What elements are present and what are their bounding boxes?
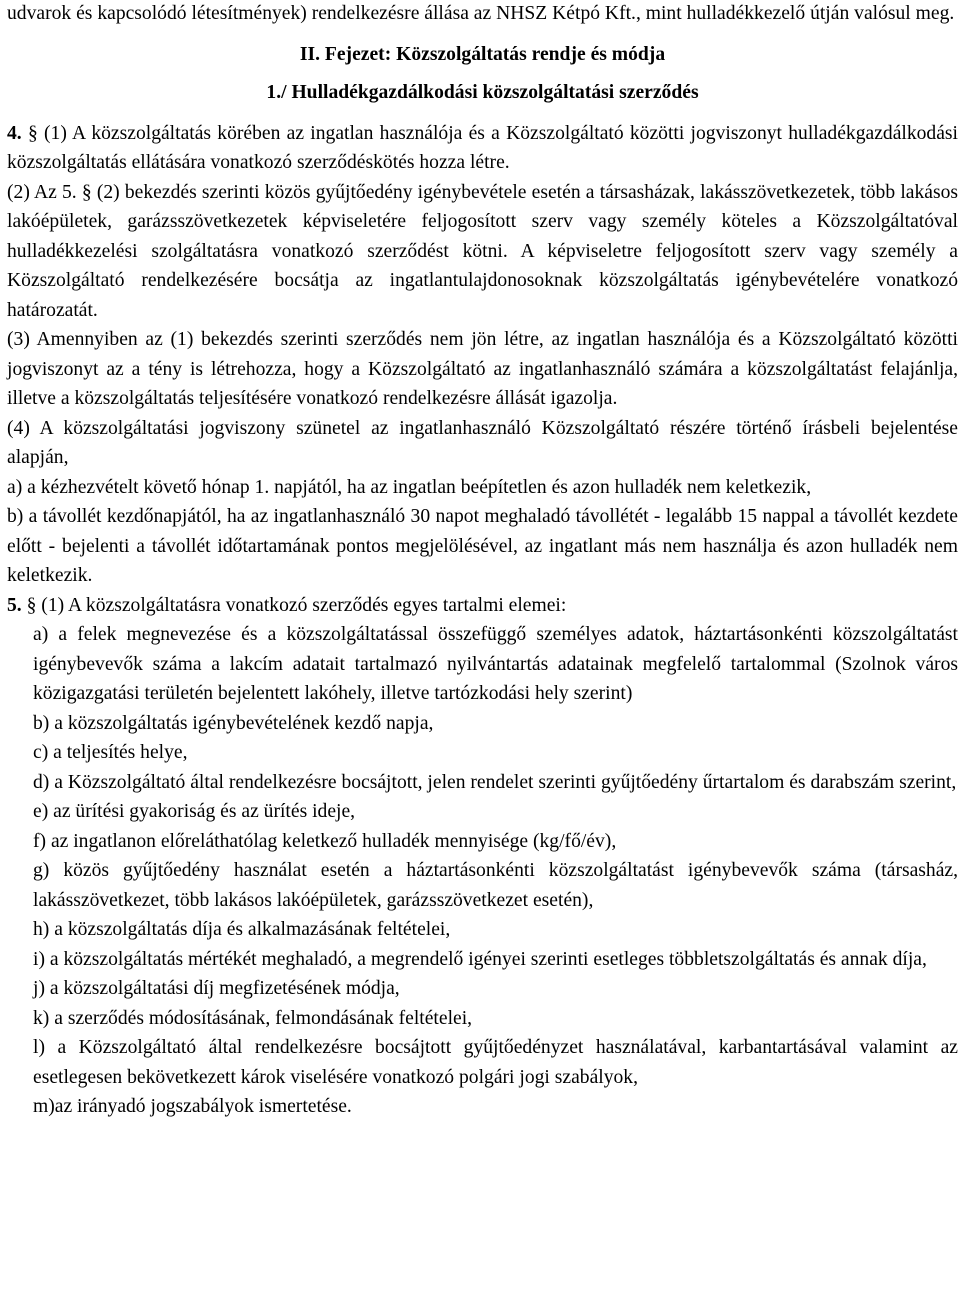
section-4-paragraph-1: [7, 119, 958, 178]
list-item: k) a szerződés módosításának, felmondásának feltételei,: [33, 1007, 473, 1029]
section-4-paragraph-4: (4) A közszolgáltatási jogviszony szünetel az ingatlanhasználó Közszolgáltató részére történő írásbeli bejelentése alapján,: [7, 417, 958, 468]
contract-elements-list: [7, 620, 958, 1122]
section-4-number: 4.: [7, 122, 22, 144]
list-item: d) a Közszolgáltató által rendelkezésre bocsájtott, jelen rendelet szerinti gyűjtőedény űrtartalom és darabszám szerint,: [33, 771, 957, 793]
section-4-paragraph-2: (2) Az 5. § (2) bekezdés szerinti közös gyűjtőedény igénybevétele esetén a társasházak, lakásszövetkezetek, több lakásos lakóépületek, garázsszövetkezetek képviseletére feljogosított szerv vagy személy köteles a Közszolgáltatóval hulladékkezelési szolgáltatásra vonatkozó szerződést kötni. A képviseletre feljogosított szerv vagy személy a Közszolgáltató rendelkezésére bocsátja az ingatlantulajdonosoknak közszolgáltatás igénybevételére vonatkozó határozatát.: [7, 181, 958, 321]
list-item: j) a közszolgáltatási díj megfizetésének módja,: [33, 978, 400, 999]
list-item: h) a közszolgáltatás díja és alkalmazásának feltételei,: [33, 919, 451, 940]
section-5-paragraph-1: [7, 591, 958, 621]
section-4-item-a: a) a kézhezvételt követő hónap 1. napjától, ha az ingatlan beépítetlen és azon hulladék nem keletkezik,: [7, 476, 812, 498]
section-5-number: 5.: [7, 594, 22, 616]
list-item: c) a teljesítés helye,: [33, 742, 188, 763]
list-item: m)az irányadó jogszabályok ismertetése.: [33, 1096, 352, 1117]
list-item: l) a Közszolgáltató által rendelkezésre bocsájtott gyűjtőedényzet használatával, karbantartásával valamint az esetlegesen bekövetkezett károk viselésére vonatkozó polgári jogi szabályok,: [33, 1037, 958, 1088]
paragraph-continuation: udvarok és kapcsolódó létesítmények) rendelkezésre állása az NHSZ Kétpó Kft., mint hulladékkezelő útján valósul meg.: [7, 3, 955, 24]
section-5-text: § (1) A közszolgáltatásra vonatkozó szerződés egyes tartalmi elemei:: [21, 594, 567, 616]
list-item: a) a felek megnevezése és a közszolgáltatással összefüggő személyes adatok, háztartásonkénti közszolgáltatást igénybevevők száma a lakcím adatait tartalmazó nyilvántartás adatainak megfelelő tartalommal (Szolnok város közigazgatási területén bejelentett lakóhely, illetve tartózkodási hely szerint): [33, 624, 958, 704]
document-page: [7, 0, 958, 1122]
list-item: b) a közszolgáltatás igénybevételének kezdő napja,: [33, 712, 434, 734]
section-4-item-b: b) a távollét kezdőnapjától, ha az ingatlanhasználó 30 napot meghaladó távollétét - legalább 15 nappal a távollét kezdete előtt - bejelenti a távollét időtartamának pontos megjelölésével, az ingatlant más nem használja és azon hulladék nem keletkezik.: [7, 506, 958, 586]
list-item: g) közös gyűjtőedény használat esetén a háztartásonkénti közszolgáltatást igénybevevők száma (társasház, lakásszövetkezet, több lakásos lakóépületek, garázsszövetkezet esetén),: [33, 860, 958, 911]
section-4-text: § (1) A közszolgáltatás körében az ingatlan használója és a Közszolgáltató közötti jogviszonyt hulladékgazdálkodási közszolgáltatás ellátására vonatkozó szerződéskötés hozza létre.: [7, 122, 958, 173]
section-subtitle: 1./ Hulladékgazdálkodási közszolgáltatási szerződés: [266, 82, 699, 103]
section-4-paragraph-3: (3) Amennyiben az (1) bekezdés szerinti szerződés nem jön létre, az ingatlan használója és a Közszolgáltató közötti jogviszonyt az a tény is létrehozza, hogy a Közszolgáltató az ingatlanhasználó számára a közszolgáltatást felajánlja, illetve a közszolgáltatás teljesítésére vonatkozó rendelkezésre állását igazolja.: [7, 329, 958, 409]
list-item: i) a közszolgáltatás mértékét meghaladó, a megrendelő igényei szerinti esetleges többletszolgáltatás és annak díja,: [33, 948, 927, 970]
list-item: e) az ürítési gyakoriság és az ürítés ideje,: [33, 801, 356, 822]
list-item: f) az ingatlanon előreláthatólag keletkező hulladék mennyisége (kg/fő/év),: [33, 830, 617, 852]
chapter-title: II. Fejezet: Közszolgáltatás rendje és módja: [299, 43, 666, 65]
